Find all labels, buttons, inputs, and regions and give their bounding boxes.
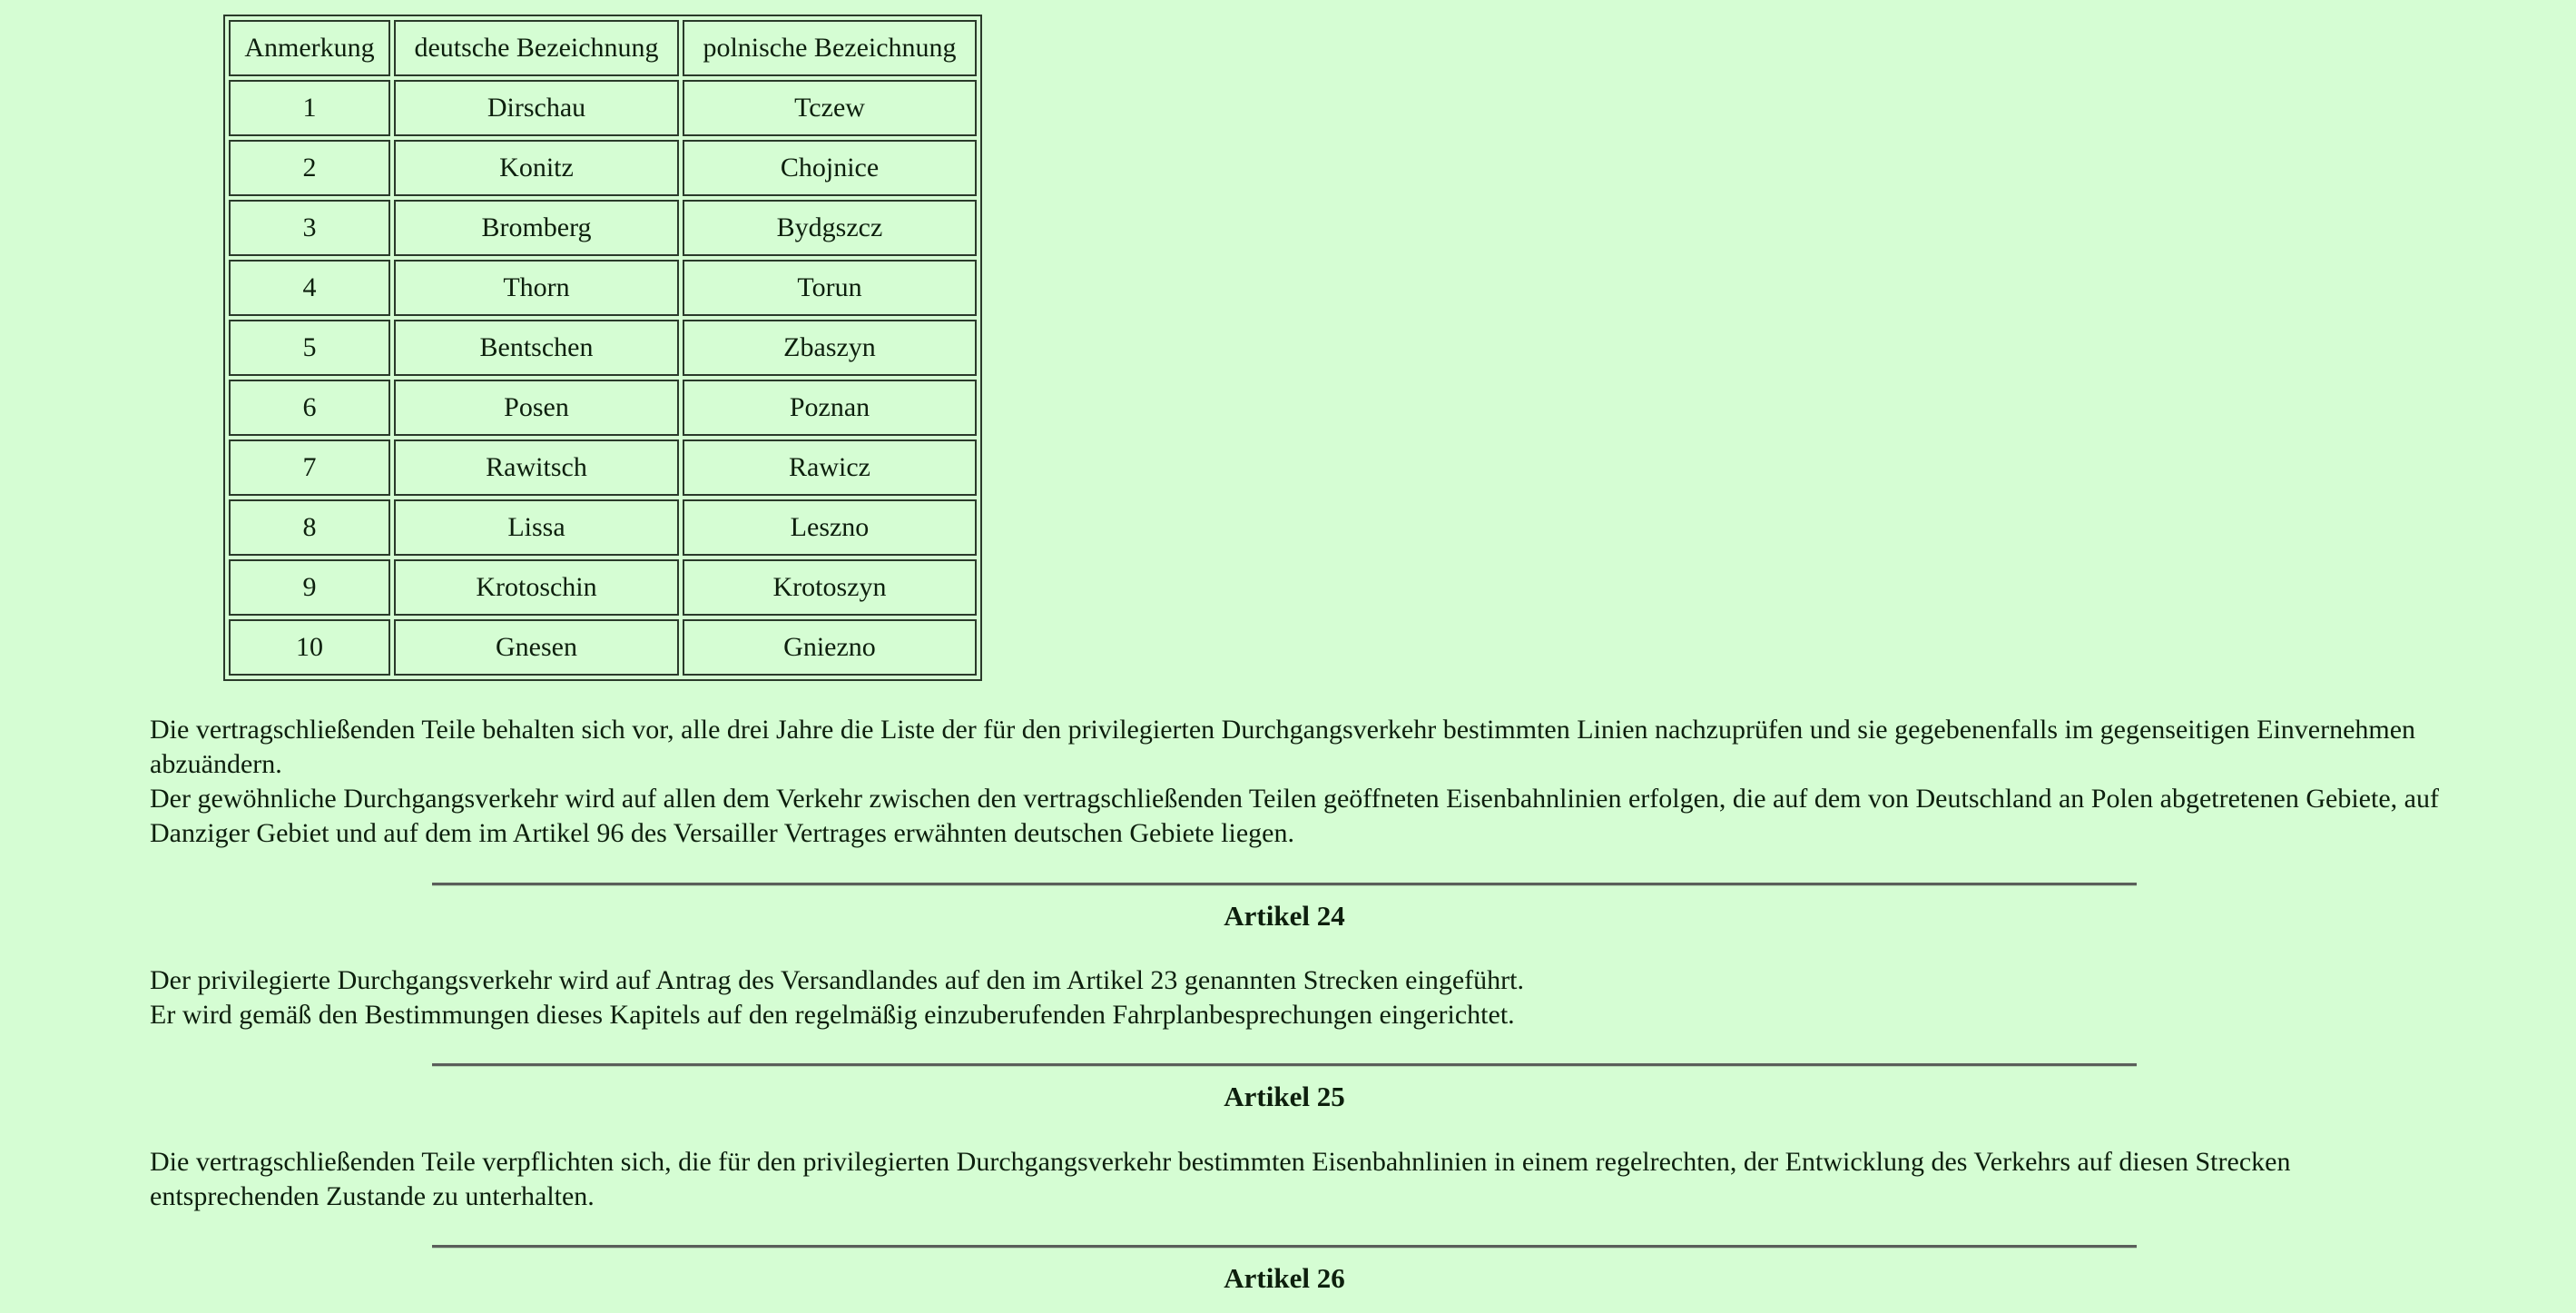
cell-deutsche-bezeichnung: Rawitsch [394, 439, 679, 496]
cell-deutsche-bezeichnung: Bentschen [394, 320, 679, 376]
cell-deutsche-bezeichnung: Dirschau [394, 80, 679, 136]
header-polnische-bezeichnung: polnische Bezeichnung [683, 20, 977, 76]
cell-polnische-bezeichnung: Rawicz [683, 439, 977, 496]
cell-deutsche-bezeichnung: Krotoschin [394, 559, 679, 616]
cell-polnische-bezeichnung: Leszno [683, 499, 977, 556]
paragraph-line: Die vertragschließenden Teile behalten sich vor, alle drei Jahre die Liste der für den privilegierten Durchgangsverkehr bestimmten Linien nachzuprüfen und sie gegebenenfalls im gegenseitigen Einvernehmen abzuändern. [150, 715, 2416, 779]
table-row [229, 200, 977, 256]
cell-anmerkung: 9 [229, 559, 390, 616]
cell-polnische-bezeichnung: Tczew [683, 80, 977, 136]
horizontal-rule [432, 883, 2137, 886]
cell-deutsche-bezeichnung: Bromberg [394, 200, 679, 256]
heading-artikel-24: Artikel 24 [1224, 900, 1345, 932]
table-row [229, 260, 977, 316]
place-names-table [223, 15, 982, 681]
cell-anmerkung: 4 [229, 260, 390, 316]
cell-deutsche-bezeichnung: Posen [394, 380, 679, 436]
paragraph-artikel-25 [150, 1145, 2455, 1214]
cell-deutsche-bezeichnung: Gnesen [394, 619, 679, 676]
cell-deutsche-bezeichnung: Lissa [394, 499, 679, 556]
paragraph-line: Die vertragschließenden Teile verpflichten sich, die für den privilegierten Durchgangsverkehr bestimmten Eisenbahnlinien in einem regelrechten, der Entwicklung des Verkehrs auf diesen Strecken entsprechenden Zustande zu unterhalten. [150, 1147, 2291, 1211]
table-row [229, 80, 977, 136]
cell-deutsche-bezeichnung: Thorn [394, 260, 679, 316]
horizontal-rule [432, 1063, 2137, 1067]
cell-polnische-bezeichnung: Krotoszyn [683, 559, 977, 616]
cell-anmerkung: 2 [229, 140, 390, 196]
heading-artikel-25: Artikel 25 [1224, 1081, 1345, 1112]
header-deutsche-bezeichnung: deutsche Bezeichnung [394, 20, 679, 76]
paragraph-liste-pruefung [150, 713, 2455, 851]
cell-anmerkung: 7 [229, 439, 390, 496]
cell-anmerkung: 6 [229, 380, 390, 436]
table-header-row [229, 20, 977, 76]
cell-anmerkung: 1 [229, 80, 390, 136]
cell-polnische-bezeichnung: Zbaszyn [683, 320, 977, 376]
table-row [229, 380, 977, 436]
cell-anmerkung: 10 [229, 619, 390, 676]
table-row [229, 140, 977, 196]
cell-anmerkung: 3 [229, 200, 390, 256]
paragraph-line: Der privilegierte Durchgangsverkehr wird auf Antrag des Versandlandes auf den im Artikel 23 genannten Strecken eingeführt. [150, 965, 1524, 995]
cell-polnische-bezeichnung: Torun [683, 260, 977, 316]
table-row [229, 320, 977, 376]
horizontal-rule [432, 1245, 2137, 1249]
cell-anmerkung: 8 [229, 499, 390, 556]
cell-polnische-bezeichnung: Poznan [683, 380, 977, 436]
cell-polnische-bezeichnung: Gniezno [683, 619, 977, 676]
header-anmerkung: Anmerkung [229, 20, 390, 76]
table-row [229, 559, 977, 616]
heading-artikel-26: Artikel 26 [1224, 1262, 1345, 1294]
cell-anmerkung: 5 [229, 320, 390, 376]
paragraph-artikel-24 [150, 963, 2455, 1032]
table-row [229, 499, 977, 556]
table-row [229, 439, 977, 496]
paragraph-line: Der gewöhnliche Durchgangsverkehr wird auf allen dem Verkehr zwischen den vertragschließenden Teilen geöffneten Eisenbahnlinien erfolgen, die auf dem von Deutschland an Polen abgetretenen Gebiete, auf Danziger Gebiet und auf dem im Artikel 96 des Versailler Vertrages erwähnten deutschen Gebiete liegen. [150, 784, 2439, 848]
paragraph-line: Er wird gemäß den Bestimmungen dieses Kapitels auf den regelmäßig einzuberufenden Fahrplanbesprechungen eingerichtet. [150, 1000, 1515, 1030]
cell-deutsche-bezeichnung: Konitz [394, 140, 679, 196]
table-row [229, 619, 977, 676]
cell-polnische-bezeichnung: Chojnice [683, 140, 977, 196]
cell-polnische-bezeichnung: Bydgszcz [683, 200, 977, 256]
